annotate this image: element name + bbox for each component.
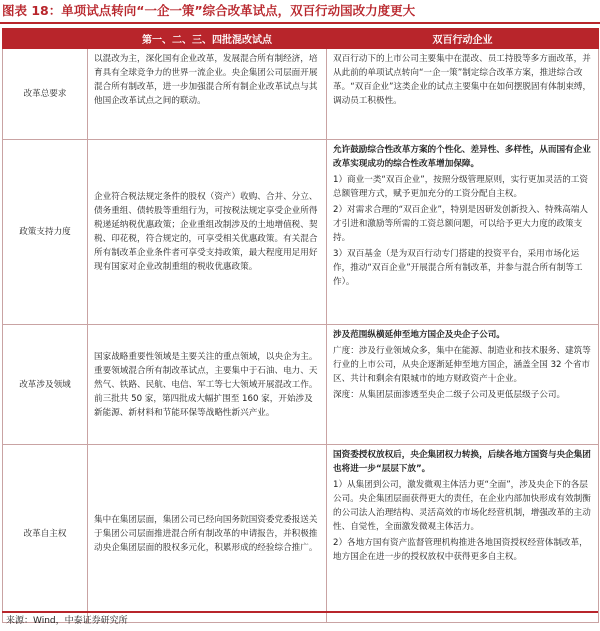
row-label: 改革自主权 bbox=[3, 445, 88, 623]
cell-text: 1）商业一类“双百企业”，按照分级管理原则，实行更加灵活的工资总额管理方式，赋予更加充分的工资分配自主权。 bbox=[333, 175, 588, 199]
row-label: 政策支持力度 bbox=[3, 140, 88, 325]
cell-double-hundred bbox=[327, 325, 599, 445]
cell-text: 国家战略重要性领域是主要关注的重点领域，以央企为主。重要领域混合所有制改革试点，主要集中于石油、电力、天然气、铁路、民航、电信、军工等七大领域开展混改工作。前三批共 50 家，第四批成大幅扩围至 160 家，开始涉及新能源、新材料和节能环保等战略性新兴产业。 bbox=[94, 351, 318, 418]
cell-pilots bbox=[88, 325, 327, 445]
source-note: 来源：Wind，中泰证券研究所 bbox=[2, 611, 598, 629]
cell-text: 深度：从集团层面渗透至央企二级子公司及更低层级子公司。 bbox=[333, 390, 566, 400]
cell-text: 集中在集团层面，集团公司已经向国务院国资委党委报送关于集团公司层面推进混合所有制改革的申请报告，并积极推动央企集团层面的股权多元化，积累形成的经验综合推广。 bbox=[94, 514, 318, 553]
cell-double-hundred bbox=[327, 445, 599, 623]
cell-pilots bbox=[88, 49, 327, 140]
header-mixed-reform-pilots: 第一、二、三、四批混改试点 bbox=[88, 29, 327, 49]
header-double-hundred: 双百行动企业 bbox=[327, 29, 599, 49]
cell-pilots bbox=[88, 140, 327, 325]
table-row bbox=[3, 49, 599, 140]
table-row bbox=[3, 445, 599, 623]
cell-text: 2）对需求合理的“双百企业”，特别是因研发创新投入、特殊高端人才引进和激励等所需的工资总额问题，可以给予更大力度的政策支持。 bbox=[333, 205, 588, 243]
header-empty bbox=[3, 29, 88, 49]
cell-text: 企业符合税法规定条件的股权（资产）收购、合并、分立、债务重组、债转股等重组行为，可按税法规定享受企业所得税递延纳税优惠政策；企业重组改制涉及的土地增值税、契税、印花税，符合规定的，可享受相关优惠政策。有关混合所有制改革企业条件者可享受支持政策，最大程度用足用好现有国家对企业改制重组的税收优惠政策。 bbox=[94, 192, 318, 272]
cell-pilots bbox=[88, 445, 327, 623]
cell-text: 国资委授权放权后，央企集团权力转换，后续各地方国资与央企集团也将进一步“层层下放”。 bbox=[333, 450, 591, 474]
table-row bbox=[3, 140, 599, 325]
cell-text: 以混改为主，深化国有企业改革，发展混合所有制经济，培育具有全球竞争力的世界一流企业。央企集团公司层面开展混合所有制改革，进一步加强混合所有制企业改革试点与其他国企改革试点之间的联动。 bbox=[94, 54, 318, 106]
table-row bbox=[3, 325, 599, 445]
cell-text: 2）各地方国有资产监督管理机构推进各地国资授权经营体制改革，地方国企在进一步的授权放权中获得更多自主权。 bbox=[333, 538, 588, 562]
cell-text: 涉及范围纵横延伸至地方国企及央企子公司。 bbox=[333, 330, 505, 340]
figure-title: 图表 18：单项试点转向“一企一策”综合改革试点，双百行动国改力度更大 bbox=[0, 0, 600, 24]
row-label: 改革涉及领域 bbox=[3, 325, 88, 445]
cell-text: 3）双百基金（是为双百行动专门搭建的投资平台，采用市场化运作，推动“双百企业”开展混合所有制改革，并参与混合所有制等工作）。 bbox=[333, 249, 583, 287]
cell-text: 广度：涉及行业领域众多，集中在能源、制造业和技术服务、建筑等行业的上市公司，从央企逐渐延伸至地方国企，涵盖全国 32 个省市区、共计和剩余有限城市的地方财政资产十企业。 bbox=[333, 346, 591, 384]
cell-text: 双百行动下的上市公司主要集中在混改、员工持股等多方面改革，并从此前的单项试点转向“一企一策”制定综合改革方案，推进综合改革。“双百企业”这类企业的试点主要集中在如何摆脱固有体制束缚，调动员工积极性。 bbox=[333, 54, 592, 106]
cell-text: 允许鼓励综合性改革方案的个性化、差异性、多样性，从而国有企业改革实现成功的综合性改革增加保障。 bbox=[333, 145, 591, 169]
row-label: 改革总要求 bbox=[3, 49, 88, 140]
cell-double-hundred bbox=[327, 140, 599, 325]
cell-text: 1）从集团到公司，激发微观主体活力更“全面”，涉及央企下的各层公司。央企集团层面获得更大的责任，在企业内部加快形成有效制衡的公司法人治理结构、灵活高效的市场化经营机制，增强改革的主动性、自觉性，全面激发微观主体活力。 bbox=[333, 480, 591, 532]
cell-double-hundred bbox=[327, 49, 599, 140]
comparison-table bbox=[2, 28, 599, 623]
table-header-row bbox=[3, 29, 599, 49]
